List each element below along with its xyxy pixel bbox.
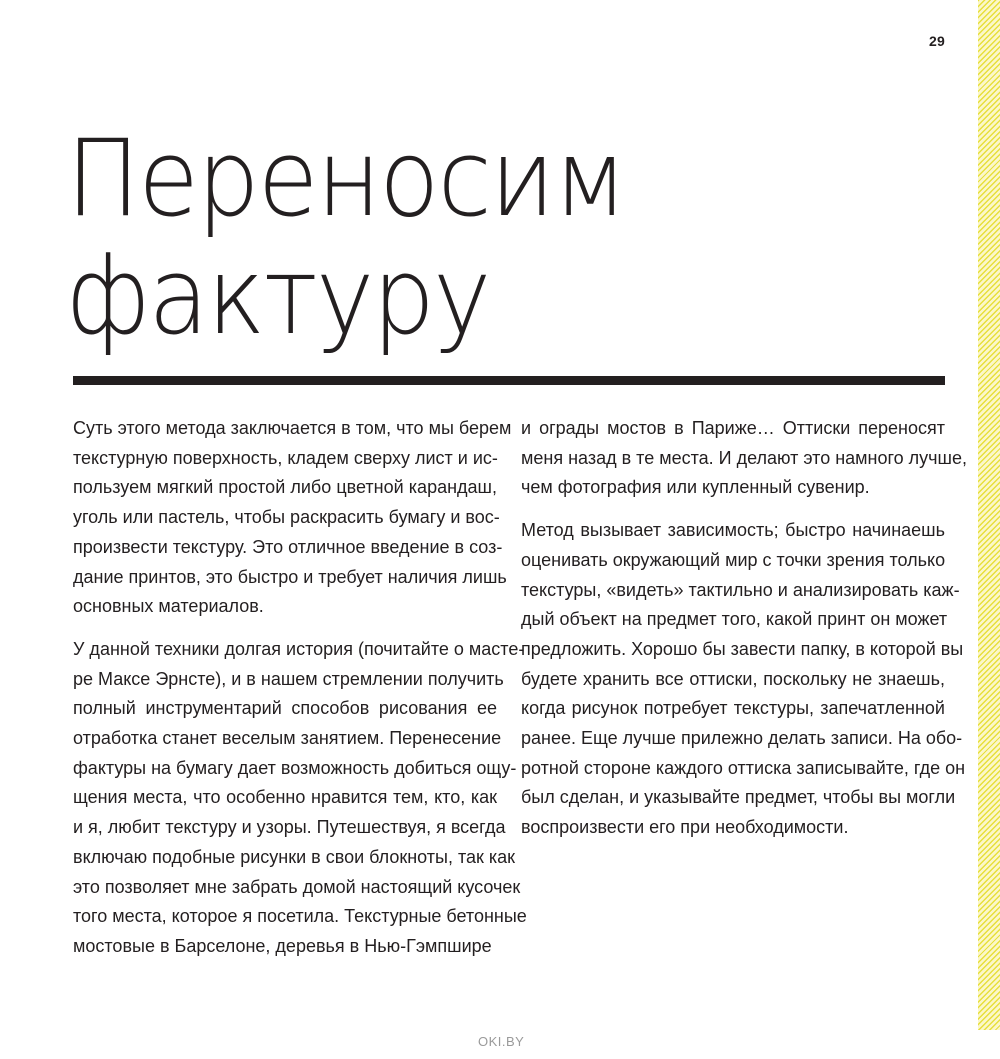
text-line: того места, которое я посетила. Текстурные бетонные (73, 906, 527, 927)
source-watermark: OKI.BY (478, 1034, 525, 1049)
left-text-column (73, 414, 527, 975)
text-line: меня назад в те места. И делают это намного лучше, (521, 447, 968, 468)
text-line: включаю подобные рисунки в свои блокноты, так как (73, 846, 516, 867)
text-line: дание принтов, это быстро и требует наличия лишь (73, 566, 507, 587)
text-line: Метод вызывает зависимость; быстро начинаешь (521, 520, 945, 541)
text-line: это позволяет мне забрать домой настоящий кусочек (73, 876, 521, 897)
text-line: основных материалов. (73, 596, 264, 617)
decorative-edge-stripe (978, 0, 1000, 1030)
text-line: когда рисунок потребует текстуры, запечатленной (521, 698, 945, 719)
text-line: произвести текстуру. Это отличное введение в соз- (73, 536, 503, 557)
text-line: уголь или пастель, чтобы раскрасить бумагу и вос- (73, 507, 500, 528)
page-title-line-1: Переносим (66, 117, 626, 240)
text-line: воспроизвести его при необходимости. (521, 817, 849, 838)
text-line: оценивать окружающий мир с точки зрения только (521, 549, 946, 570)
text-line: текстуры, «видеть» тактильно и анализировать каж- (521, 579, 960, 600)
text-line: и я, любит текстуру и узоры. Путешествуя, я всегда (73, 817, 506, 838)
text-line: и ограды мостов в Париже… Оттиски переносят (521, 418, 945, 438)
text-line: отработка станет веселым занятием. Перенесение (73, 728, 502, 749)
text-line: У данной техники долгая история (почитайте о масте- (73, 638, 525, 659)
left-column-paragraph (73, 414, 512, 622)
text-line: ранее. Еще лучше прилежно делать записи. На обо- (521, 728, 963, 749)
text-line: ротной стороне каждого оттиска записывайте, где он (521, 757, 966, 778)
text-line: ре Максе Эрнсте), и в нашем стремлении получить (73, 668, 504, 689)
left-column-paragraph (73, 635, 527, 962)
page-number: 29 (929, 33, 945, 49)
text-line: предложить. Хорошо бы завести папку, в которой вы (521, 638, 964, 659)
text-line: щения места, что особенно нравится тем, кто, как (73, 787, 497, 808)
right-column-paragraph (521, 414, 968, 503)
text-line: пользуем мягкий простой либо цветной карандаш, (73, 477, 497, 498)
text-line: полный инструментарий способов рисования ее (73, 698, 497, 719)
page-title (66, 117, 668, 358)
text-line: мостовые в Барселоне, деревья в Нью-Гэмпшире (73, 935, 492, 956)
text-line: Суть этого метода заключается в том, что мы берем (73, 418, 512, 438)
right-column-paragraph (521, 516, 966, 843)
title-divider-rule (73, 376, 945, 385)
right-text-column (521, 414, 968, 856)
text-line: фактуры на бумагу дает возможность добиться ощу- (73, 757, 517, 778)
text-line: будете хранить все оттиски, поскольку не знаешь, (521, 668, 945, 689)
text-line: дый объект на предмет того, какой принт он может (521, 609, 948, 630)
page-title-line-2: фактуру (66, 235, 490, 358)
text-line: был сделан, и указывайте предмет, чтобы вы могли (521, 787, 956, 808)
text-line: текстурную поверхность, кладем сверху лист и ис- (73, 447, 498, 468)
text-line: чем фотография или купленный сувенир. (521, 477, 870, 498)
